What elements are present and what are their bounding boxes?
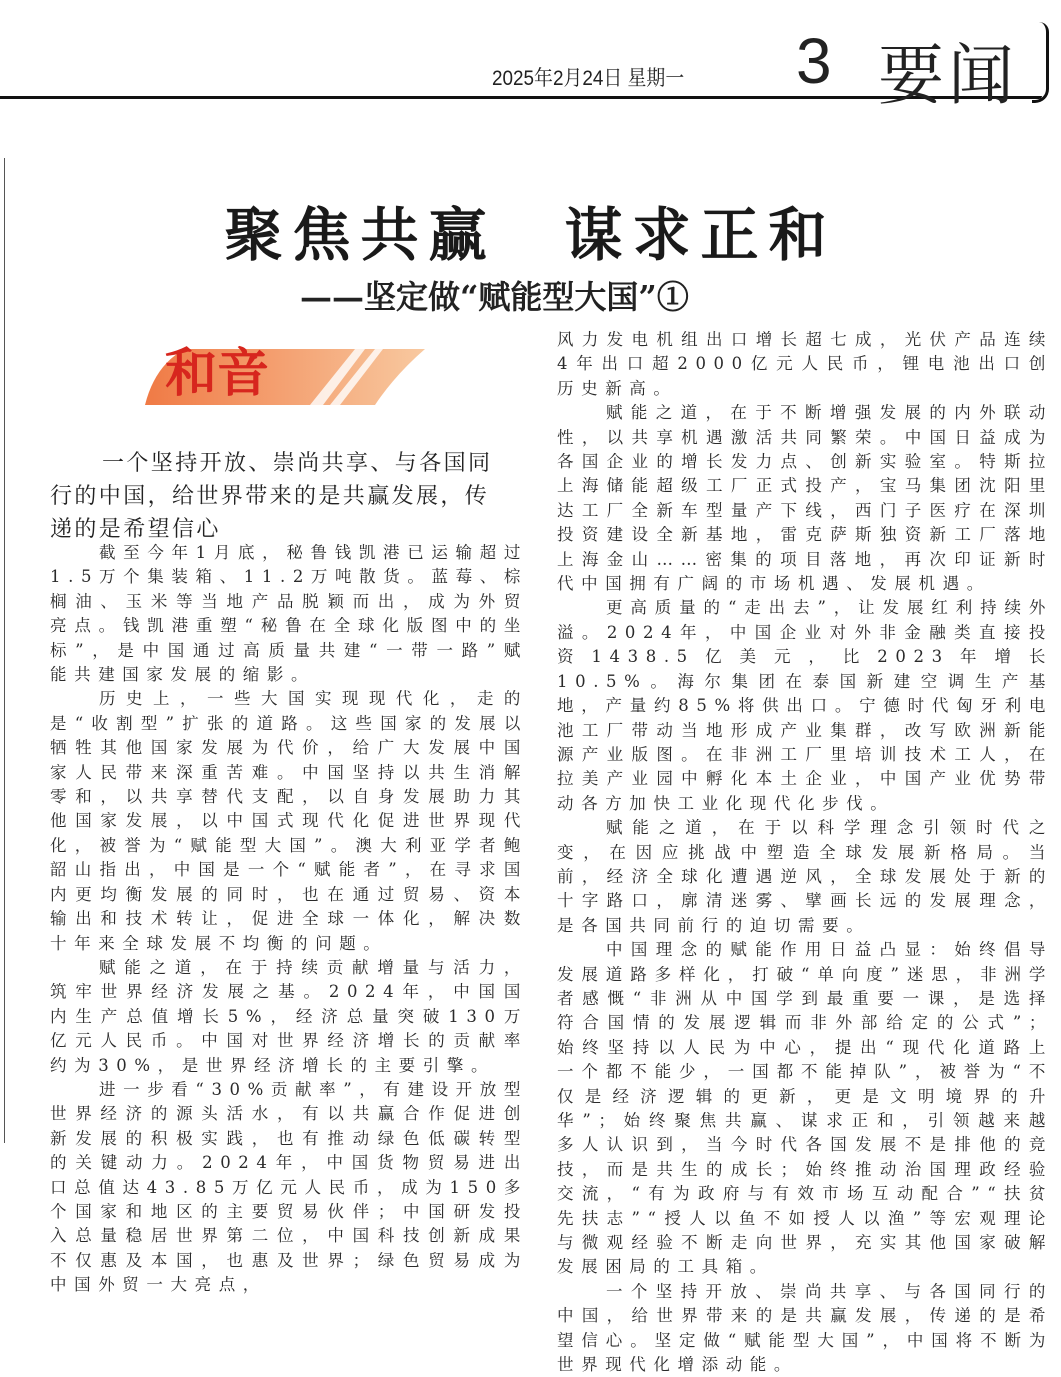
section-name: 要闻 bbox=[878, 38, 1018, 112]
issue-date: 2025年2月24日 星期一 bbox=[492, 67, 685, 90]
article-column-left bbox=[50, 541, 528, 1298]
paragraph: 赋能之道，在于以科学理念引领时代之变，在因应挑战中塑造全球发展新格局。当前，经济全球化遭遇逆风，全球发展处于新的十字路口，廓清迷雾、擘画长远的发展理念，是各国共同前行的迫切需要。 bbox=[557, 818, 1053, 935]
page-number: 3 bbox=[796, 25, 832, 97]
paragraph: 中国理念的赋能作用日益凸显：始终倡导发展道路多样化，打破“单向度”迷思，非洲学者感慨“非洲从中国学到最重要一课，是选择符合国情的发展逻辑而非外部给定的公式”；始终坚持以人民为中心，提出“现代化道路上一个都不能少，一国都不能掉队”，被誉为“不仅是经济逻辑的更新，更是文明境界的升华”；始终聚焦共赢、谋求正和，引领越来越多人认识到，当今时代各国发展不是排他的竞技，而是共生的成长；始终推动治国理政经验交流，“有为政府与有效市场互动配合”“扶贫先扶志”“授人以鱼不如授人以渔”等宏观理论与微观经验不断走向世界，充实其他国家破解发展困局的工具箱。 bbox=[557, 940, 1053, 1277]
paragraph: 历史上，一些大国实现现代化，走的是“收割型”扩张的道路。这些国家的发展以牺牲其他国家发展为代价，给广大发展中国家人民带来深重苦难。中国坚持以共生消解零和，以共享替代支配，以自身发展助力其他国家发展，以中国式现代化促进世界现代化，被誉为“赋能型大国”。澳大利亚学者鲍韶山指出，中国是一个“赋能者”，在寻求国内更均衡发展的同时，也在通过贸易、资本输出和技术转让，促进全球一体化，解决数十年来全球发展不均衡的问题。 bbox=[50, 689, 528, 953]
article-subtitle: ——坚定做“赋能型大国”① bbox=[300, 278, 689, 316]
paragraph: 截至今年1月底，秘鲁钱凯港已运输超过1.5万个集装箱、11.2万吨散货。蓝莓、棕榈油、玉米等当地产品脱颖而出，成为外贸亮点。钱凯港重塑“秘鲁在全球化版图中的坐标”，是中国通过高质量共建“一带一路”赋能共建国家发展的缩影。 bbox=[50, 543, 528, 685]
header-rule-corner bbox=[1032, 22, 1049, 103]
paragraph: 进一步看“30%贡献率”，有建设开放型世界经济的源头活水，有以共赢合作促进创新发展的积极实践，也有推动绿色低碳转型的关键动力。2024年，中国货物贸易进出口总值达43.85万亿元人民币，成为150多个国家和地区的主要贸易伙伴；中国研发投入总量稳居世界第二位，中国科技创新成果不仅惠及本国，也惠及世界；绿色贸易成为中国外贸一大亮点， bbox=[50, 1079, 528, 1295]
paragraph: 更高质量的“走出去”，让发展红利持续外溢。2024年，中国企业对外非金融类直接投资1438.5亿美元，比2023年增长10.5%。海尔集团在泰国新建空调生产基地，产量约85%将供出口。宁德时代匈牙利电池工厂带动当地形成产业集群，改写欧洲新能源产业版图。在非洲工厂里培训技术工人，在拉美产业园中孵化本土企业，中国产业优势带动各方加快工业化现代化步伐。 bbox=[557, 598, 1053, 813]
paragraph-continuation: 风力发电机组出口增长超七成，光伏产品连续4年出口超2000亿元人民币，锂电池出口创历史新高。 bbox=[557, 330, 1053, 398]
article-title: 聚焦共赢 谋求正和 bbox=[224, 201, 837, 269]
paragraph: 赋能之道，在于持续贡献增量与活力，筑牢世界经济发展之基。2024年，中国国内生产总值增长5%，经济总量突破130万亿元人民币。中国对世界经济增长的贡献率约为30%，是世界经济增长的主要引擎。 bbox=[50, 957, 528, 1075]
paragraph: 赋能之道，在于不断增强发展的内外联动性，以共享机遇激活共同繁荣。中国日益成为各国企业的增长发力点、创新实验室。特斯拉上海储能超级工厂正式投产，宝马集团沈阳里达工厂全新车型量产下线，西门子医疗在深圳投资建设全新基地，雷克萨斯独资新工厂落地上海金山……密集的项目落地，再次印证新时代中国拥有广阔的市场机遇、发展机遇。 bbox=[557, 403, 1053, 594]
column-logo bbox=[125, 335, 425, 407]
column-divider bbox=[4, 158, 5, 1143]
article-lead: 一个坚持开放、崇尚共享、与各国同行的中国，给世界带来的是共赢发展，传递的是希望信心 bbox=[50, 450, 493, 541]
article-column-right bbox=[557, 328, 1053, 1377]
paragraph: 一个坚持开放、崇尚共享、与各国同行的中国，给世界带来的是共赢发展，传递的是希望信心。坚定做“赋能型大国”，中国将不断为世界现代化增添动能。 bbox=[557, 1281, 1053, 1375]
column-logo-text: 和音 bbox=[165, 345, 270, 403]
